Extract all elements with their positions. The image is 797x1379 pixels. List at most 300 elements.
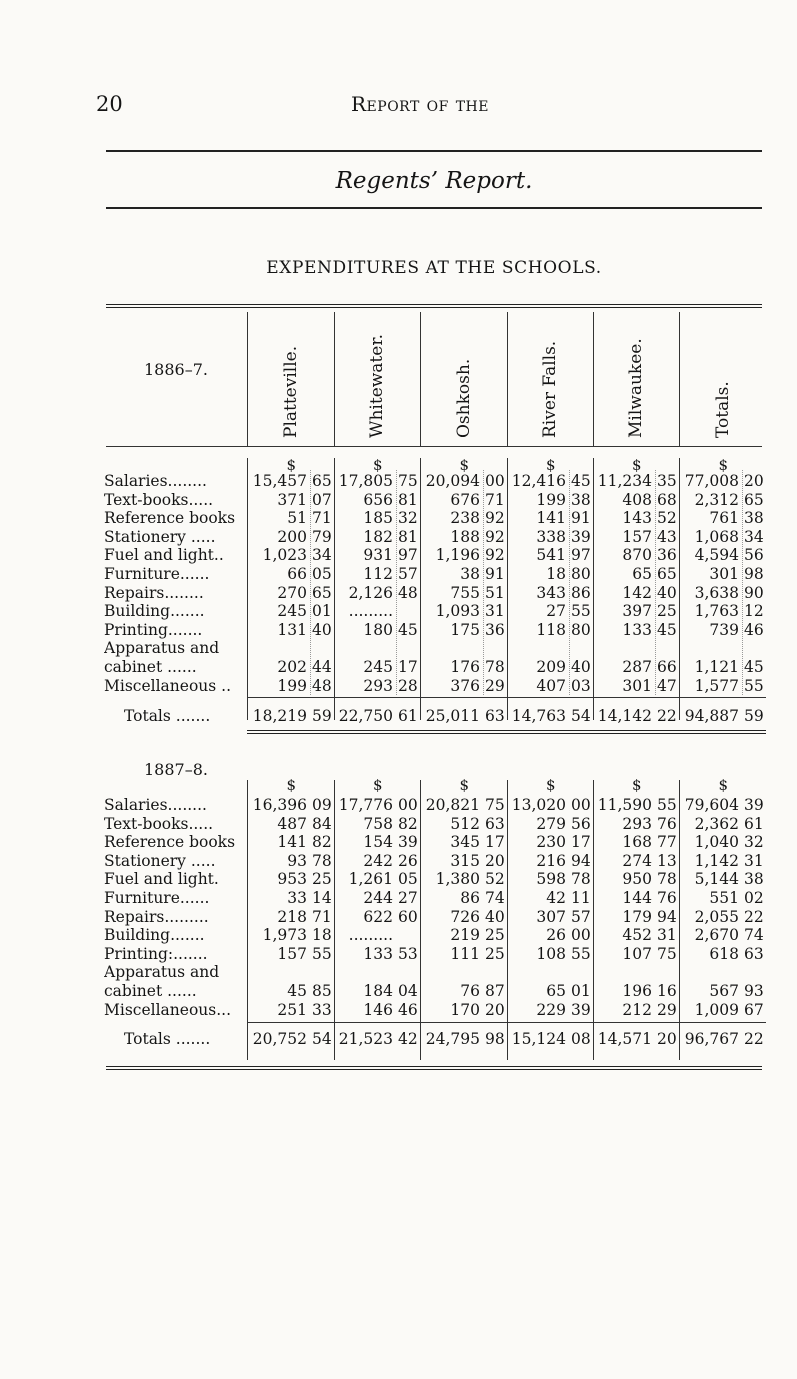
cents-cell: 74 (744, 926, 764, 945)
dollars-cell: 656 (363, 490, 393, 509)
cents-cell: 31 (744, 851, 764, 870)
cents-cell: 05 (398, 870, 418, 889)
dollars-cell: 108 (536, 944, 566, 963)
cents-cell: 29 (657, 1000, 677, 1019)
row-label: Reference books (104, 509, 236, 528)
dollars-cell: 676 (450, 490, 480, 509)
dollars-cell: 157 (277, 944, 307, 963)
cents-cell: 01 (571, 982, 591, 1000)
dollars-cell: 618 (709, 944, 739, 963)
dollars-cell: 238 (450, 509, 480, 528)
cents-cell: 94 (657, 907, 677, 926)
cents-cell: 05 (312, 565, 332, 583)
column-header-label: River Falls. (540, 340, 560, 438)
dollars-cell: 66 (287, 565, 307, 583)
section-rule (106, 207, 762, 209)
table-row (104, 546, 766, 565)
dollars-cell: 45 (287, 982, 307, 1000)
cents-cell: 45 (571, 472, 591, 490)
table-row (104, 815, 766, 834)
dollars-cell: 133 (363, 944, 393, 963)
cents-cell: 16 (657, 982, 677, 1000)
row-label: Furniture...... (104, 889, 210, 907)
dollars-cell: 185 (363, 509, 393, 528)
table-row (104, 833, 766, 852)
dollars-cell: 3,638 (694, 583, 739, 602)
dollars-cell: 1,023 (262, 546, 307, 565)
dollars-cell: 118 (536, 620, 566, 639)
table-row (104, 908, 766, 927)
dollars-cell: 274 (622, 851, 652, 870)
dollars-cell: 170 (450, 1000, 480, 1019)
dollars-cell: 216 (536, 851, 566, 870)
cents-cell: 00 (485, 472, 505, 490)
cents-cell: 46 (398, 1000, 418, 1019)
cents-cell: 61 (744, 814, 764, 833)
row-label: Repairs........ (104, 583, 204, 602)
cents-cell: 74 (485, 889, 505, 907)
cents-cell: 92 (485, 509, 505, 528)
cents-cell: 56 (571, 814, 591, 833)
dollars-cell: 1,196 (435, 546, 480, 565)
cents-cell: 98 (744, 565, 764, 583)
column-header-platteville (247, 314, 334, 444)
cents-cell: 20 (744, 472, 764, 490)
totals-dollars-cell: 96,767 (684, 1030, 739, 1048)
dollars-cell: 315 (450, 851, 480, 870)
cents-cell: 92 (485, 546, 505, 565)
dollars-cell: 76 (460, 982, 480, 1000)
table-row (104, 565, 766, 584)
dollars-cell: 2,312 (694, 490, 739, 509)
cents-cell: 44 (312, 658, 332, 676)
totals-cents-cell: 61 (398, 707, 418, 725)
cents-cell: 48 (398, 583, 418, 602)
cents-cell: 02 (744, 889, 764, 907)
dollars-cell: 38 (460, 565, 480, 583)
cents-cell: 00 (398, 796, 418, 814)
cents-cell: 71 (312, 907, 332, 926)
cents-cell: 36 (657, 546, 677, 565)
dollars-cell: 343 (536, 583, 566, 602)
totals-row (104, 707, 766, 726)
dollars-cell: 17,805 (338, 472, 393, 490)
cents-cell: 65 (312, 472, 332, 490)
cents-cell: 55 (571, 944, 591, 963)
totals-cents-cell: 22 (657, 707, 677, 725)
cents-cell: 52 (657, 509, 677, 528)
dollars-cell: 142 (622, 583, 652, 602)
totals-dollars-cell: 25,011 (425, 707, 480, 725)
dollars-cell: 487 (277, 814, 307, 833)
cents-cell: 92 (485, 527, 505, 546)
table-bottom-rule (106, 1066, 762, 1070)
dollars-cell: 931 (363, 546, 393, 565)
cents-cell: 25 (657, 602, 677, 621)
row-label: cabinet ...... (104, 982, 197, 1000)
totals-dollars-cell: 20,752 (252, 1030, 307, 1048)
totals-rule (247, 697, 766, 698)
dollars-cell: 219 (450, 926, 480, 945)
dollars-cell: ......... (348, 602, 393, 621)
cents-cell: 27 (398, 889, 418, 907)
cents-cell: 65 (312, 583, 332, 602)
cents-cell: 67 (744, 1000, 764, 1019)
dollars-cell: 622 (363, 907, 393, 926)
dollars-cell: 143 (622, 509, 652, 528)
running-head: Report of the (351, 92, 489, 116)
table-row (104, 658, 766, 677)
table-row (104, 621, 766, 640)
cents-cell: 71 (312, 509, 332, 528)
cents-cell: 81 (398, 527, 418, 546)
cents-cell: 25 (485, 944, 505, 963)
header-rule (106, 150, 762, 152)
cents-cell: 80 (571, 565, 591, 583)
cents-cell: 91 (485, 565, 505, 583)
dollar-sign: $ (718, 456, 729, 474)
totals-cents-cell: 22 (744, 1030, 764, 1048)
table-row (104, 509, 766, 528)
cents-cell: 39 (571, 527, 591, 546)
row-label: Text-books..... (104, 814, 214, 833)
cents-cell: 20 (485, 1000, 505, 1019)
table-row (104, 584, 766, 603)
dollars-cell: 338 (536, 527, 566, 546)
cents-cell: 75 (657, 944, 677, 963)
dollars-cell: 77,008 (684, 472, 739, 490)
table-row (104, 982, 766, 1001)
cents-cell: 82 (312, 833, 332, 852)
dollars-cell: 212 (622, 1000, 652, 1019)
cents-cell: 84 (312, 814, 332, 833)
row-label: Apparatus and (104, 963, 220, 982)
cents-cell: 17 (398, 658, 418, 676)
dollar-sign: $ (632, 776, 642, 794)
cents-cell: 55 (312, 944, 332, 963)
dollar-sign: $ (546, 776, 556, 794)
totals-row (104, 1030, 766, 1049)
row-label: Repairs......... (104, 907, 209, 926)
dollars-cell: 27 (546, 602, 566, 621)
totals-label: Totals ....... (124, 1030, 211, 1048)
table-row (104, 945, 766, 964)
cents-cell: 32 (398, 509, 418, 528)
cents-cell: 09 (312, 796, 332, 814)
dollars-cell: 598 (536, 870, 566, 889)
column-header-label: Milwaukee. (626, 338, 646, 438)
row-label: Fuel and light.. (104, 546, 224, 565)
cents-cell: 48 (312, 676, 332, 695)
dollars-cell: 154 (363, 833, 393, 852)
cents-cell: 97 (571, 546, 591, 565)
column-header-label: Oshkosh. (453, 358, 474, 438)
dollars-cell: 1,973 (262, 926, 307, 945)
dollars-cell: 1,763 (694, 602, 739, 621)
totals-dollars-cell: 15,124 (511, 1030, 566, 1048)
dollars-cell: 758 (363, 814, 393, 833)
cents-cell: 32 (744, 833, 764, 852)
dollars-cell: 17,776 (338, 796, 393, 814)
cents-cell: 60 (398, 907, 418, 926)
totals-dollars-cell: 14,763 (511, 707, 566, 725)
dollars-cell: 1,261 (348, 870, 393, 889)
table-top-rule (106, 304, 762, 308)
table-row (104, 852, 766, 871)
dollars-cell: 397 (622, 602, 652, 621)
row-label: Miscellaneous .. (104, 676, 231, 695)
dollars-cell: 93 (287, 851, 307, 870)
dollars-cell: 65 (546, 982, 566, 1000)
cents-cell: 29 (485, 676, 505, 695)
dollars-cell: 270 (277, 583, 307, 602)
dollars-cell: 42 (546, 889, 566, 907)
dollars-cell: 202 (277, 658, 307, 676)
dollars-cell: 567 (709, 982, 739, 1000)
row-label: Printing:....... (104, 944, 208, 963)
dollar-sign: $ (459, 776, 470, 794)
cents-cell: 39 (571, 1000, 591, 1019)
dollars-cell: 755 (450, 583, 480, 602)
dollars-cell: 180 (363, 620, 393, 639)
period-year: 1886–7. (144, 360, 208, 379)
table-row (104, 528, 766, 547)
dollars-cell: 133 (622, 620, 652, 639)
dollars-cell: 184 (363, 982, 393, 1000)
table-row (104, 677, 766, 696)
dollars-cell: 242 (363, 851, 393, 870)
dollars-cell: 11,590 (597, 796, 652, 814)
cents-cell: 35 (657, 472, 677, 490)
cents-cell: 78 (571, 870, 591, 889)
dollars-cell: 175 (450, 620, 480, 639)
cents-cell: 81 (398, 490, 418, 509)
cents-cell: 55 (744, 676, 764, 695)
dollars-cell: 307 (536, 907, 566, 926)
totals-cents-cell: 98 (485, 1030, 505, 1048)
dollars-cell: 1,009 (694, 1000, 739, 1019)
dollars-cell: 79,604 (684, 796, 739, 814)
cents-cell: 33 (312, 1000, 332, 1019)
cents-cell: 31 (485, 602, 505, 621)
cents-cell: 87 (485, 982, 505, 1000)
row-label: Fuel and light. (104, 870, 219, 889)
table-row (104, 870, 766, 889)
dollars-cell: 199 (277, 676, 307, 695)
dollars-cell: 111 (450, 944, 480, 963)
cents-cell: 63 (744, 944, 764, 963)
totals-dollars-cell: 24,795 (425, 1030, 480, 1048)
cents-cell: 78 (657, 870, 677, 889)
cents-cell: 40 (571, 658, 591, 676)
cents-cell: 40 (657, 583, 677, 602)
dollar-sign: $ (286, 456, 297, 474)
dollars-cell: 371 (277, 490, 307, 509)
section-title: Regents’ Report. (335, 168, 533, 194)
table-row (104, 889, 766, 908)
cents-cell: 76 (657, 814, 677, 833)
column-header-whitewater (334, 314, 420, 444)
page-number: 20 (96, 92, 123, 116)
dollars-cell: 146 (363, 1000, 393, 1019)
dollars-cell: 5,144 (694, 870, 739, 889)
dollars-cell: 1,040 (694, 833, 739, 852)
cents-cell: 68 (657, 490, 677, 509)
cents-cell: 57 (571, 907, 591, 926)
table-row (104, 602, 766, 621)
dollars-cell: 131 (277, 620, 307, 639)
table-row (104, 491, 766, 510)
totals-dollars-cell: 14,142 (597, 707, 652, 725)
totals-dollars-cell: 94,887 (684, 707, 739, 725)
row-label: Furniture...... (104, 565, 210, 583)
dollars-cell: 293 (363, 676, 393, 695)
dollars-cell: 188 (450, 527, 480, 546)
dollars-cell: ......... (348, 926, 393, 945)
totals-dollars-cell: 14,571 (597, 1030, 652, 1048)
column-header-river-falls (507, 314, 593, 444)
period-year: 1887–8. (144, 760, 208, 779)
dollars-cell: 86 (460, 889, 480, 907)
dollars-cell: 251 (277, 1000, 307, 1019)
dollars-cell: 301 (622, 676, 652, 695)
cents-cell: 26 (398, 851, 418, 870)
cents-cell: 45 (744, 658, 764, 676)
dollars-cell: 761 (709, 509, 739, 528)
cents-cell: 25 (312, 870, 332, 889)
header-bottom-rule (106, 446, 762, 447)
totals-dollars-cell: 22,750 (338, 707, 393, 725)
dollars-cell: 107 (622, 944, 652, 963)
dollars-cell: 512 (450, 814, 480, 833)
cents-cell: 85 (312, 982, 332, 1000)
totals-rule (247, 1022, 766, 1023)
dollars-cell: 345 (450, 833, 480, 852)
cents-cell: 78 (485, 658, 505, 676)
dollars-cell: 51 (287, 509, 307, 528)
cents-cell: 80 (571, 620, 591, 639)
cents-cell: 38 (744, 870, 764, 889)
table-title: EXPENDITURES AT THE SCHOOLS. (266, 258, 602, 278)
cents-cell: 46 (744, 620, 764, 639)
cents-cell: 53 (398, 944, 418, 963)
cents-cell: 57 (398, 565, 418, 583)
cents-cell: 38 (744, 509, 764, 528)
dollars-cell: 2,362 (694, 814, 739, 833)
dollars-cell: 376 (450, 676, 480, 695)
table-row (104, 639, 766, 658)
dollars-cell: 2,670 (694, 926, 739, 945)
dollars-cell: 15,457 (252, 472, 307, 490)
dollars-cell: 144 (622, 889, 652, 907)
dollars-cell: 13,020 (511, 796, 566, 814)
cents-cell: 13 (657, 851, 677, 870)
cents-cell: 91 (571, 509, 591, 528)
cents-cell: 66 (657, 658, 677, 676)
cents-cell: 25 (485, 926, 505, 945)
dollars-cell: 168 (622, 833, 652, 852)
cents-cell: 65 (657, 565, 677, 583)
cents-cell: 40 (485, 907, 505, 926)
dollars-cell: 33 (287, 889, 307, 907)
dollar-sign: $ (459, 456, 470, 474)
cents-cell: 03 (571, 676, 591, 695)
cents-cell: 20 (485, 851, 505, 870)
dollars-cell: 287 (622, 658, 652, 676)
dollars-cell: 218 (277, 907, 307, 926)
dollars-cell: 870 (622, 546, 652, 565)
totals-cents-cell: 08 (571, 1030, 591, 1048)
dollars-cell: 739 (709, 620, 739, 639)
cents-cell: 79 (312, 527, 332, 546)
dollars-cell: 1,142 (694, 851, 739, 870)
cents-cell: 52 (485, 870, 505, 889)
row-label: Reference books (104, 833, 236, 852)
dollars-cell: 229 (536, 1000, 566, 1019)
dollars-cell: 1,577 (694, 676, 739, 695)
totals-label: Totals ....... (124, 707, 211, 725)
row-label: Miscellaneous... (104, 1000, 231, 1019)
dollars-cell: 65 (632, 565, 652, 583)
cents-cell: 34 (744, 527, 764, 546)
cents-cell: 22 (744, 907, 764, 926)
cents-cell: 82 (398, 814, 418, 833)
column-header-milwaukee (593, 314, 679, 444)
cents-cell: 07 (312, 490, 332, 509)
table-row (104, 963, 766, 982)
totals-cents-cell: 59 (312, 707, 332, 725)
cents-cell: 01 (312, 602, 332, 621)
row-label: Building....... (104, 926, 205, 945)
cents-cell: 75 (398, 472, 418, 490)
dollars-cell: 11,234 (597, 472, 652, 490)
totals-cents-cell: 42 (398, 1030, 418, 1048)
cents-cell: 55 (571, 602, 591, 621)
cents-cell: 40 (312, 620, 332, 639)
dollars-cell: 953 (277, 870, 307, 889)
dollars-cell: 141 (536, 509, 566, 528)
dollars-cell: 179 (622, 907, 652, 926)
cents-cell: 12 (744, 602, 764, 621)
dollars-cell: 301 (709, 565, 739, 583)
dollars-cell: 26 (546, 926, 566, 945)
table-row (104, 472, 766, 491)
cents-cell: 14 (312, 889, 332, 907)
dollars-cell: 196 (622, 982, 652, 1000)
row-label: Stationery ..... (104, 851, 216, 870)
cents-cell: 39 (398, 833, 418, 852)
dollars-cell: 407 (536, 676, 566, 695)
cents-cell: 34 (312, 546, 332, 565)
totals-cents-cell: 59 (744, 707, 764, 725)
totals-cents-cell: 54 (571, 707, 591, 725)
dollars-cell: 726 (450, 907, 480, 926)
dollars-cell: 18 (546, 565, 566, 583)
dollars-cell: 141 (277, 833, 307, 852)
dollars-cell: 176 (450, 658, 480, 676)
column-header-oshkosh (420, 314, 507, 444)
dollars-cell: 2,126 (348, 583, 393, 602)
cents-cell: 71 (485, 490, 505, 509)
totals-dollars-cell: 21,523 (338, 1030, 393, 1048)
period-separator-rule (247, 730, 766, 734)
cents-cell: 65 (744, 490, 764, 509)
dollars-cell: 157 (622, 527, 652, 546)
dollar-sign: $ (373, 776, 383, 794)
cents-cell: 04 (398, 982, 418, 1000)
dollars-cell: 200 (277, 527, 307, 546)
column-header-label: Platteville. (280, 345, 301, 438)
